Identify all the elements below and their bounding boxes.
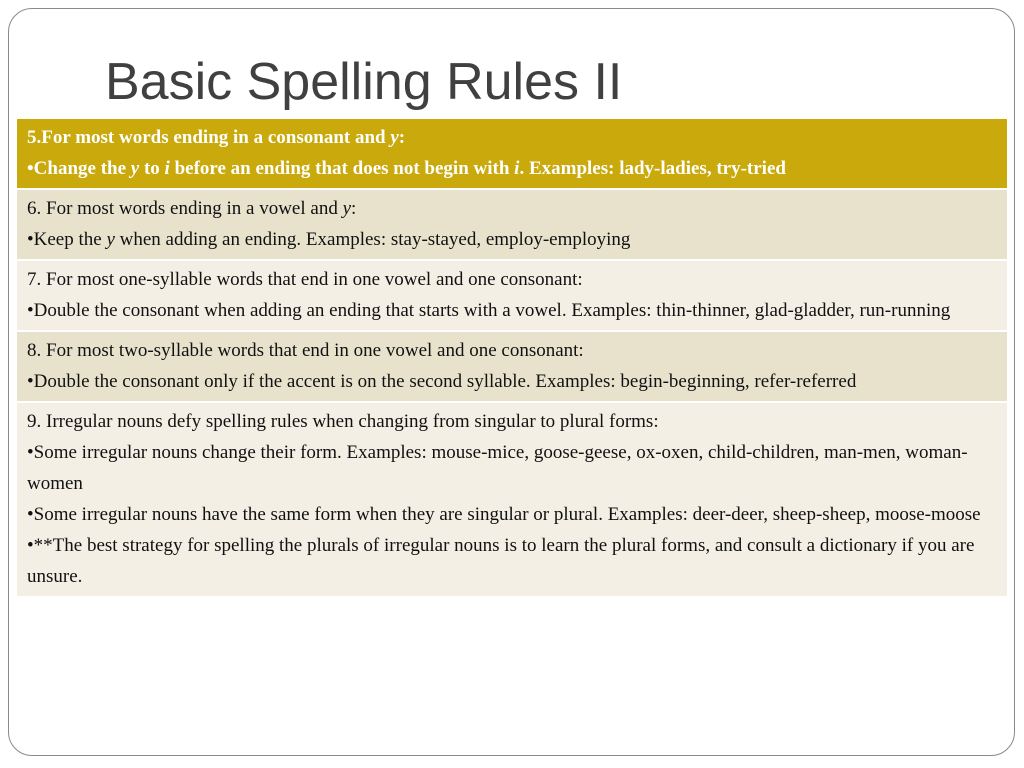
rule-row-7 [17,260,1007,331]
rule-row-5 [17,119,1007,189]
rule-cell [17,119,1007,189]
rule-bullet: •Change the y to i before an ending that does not begin with i. Examples: lady-ladies, try-tried [27,158,786,179]
rule-cell [17,331,1007,402]
rule-bullet: •Some irregular nouns change their form. Examples: mouse-mice, goose-geese, ox-oxen, child-children, man-men, woman-women [27,442,968,494]
rule-bullet: •Double the consonant only if the accent is on the second syllable. Examples: begin-beginning, refer-referred [27,371,857,392]
rule-cell [17,189,1007,260]
rules-table [17,119,1007,598]
rule-bullet: •Keep the y when adding an ending. Examples: stay-stayed, employ-employing [27,229,631,250]
rule-heading: 5.For most words ending in a consonant and y: [27,127,406,148]
rule-heading: 9. Irregular nouns defy spelling rules when changing from singular to plural forms: [27,411,659,432]
slide-title: Basic Spelling Rules II [105,53,623,111]
rule-cell [17,402,1007,597]
rule-bullet: •Some irregular nouns have the same form when they are singular or plural. Examples: deer-deer, sheep-sheep, moose-moose [27,504,981,525]
rule-row-9 [17,402,1007,597]
rule-bullet: •**The best strategy for spelling the plurals of irregular nouns is to learn the plural forms, and consult a dictionary if you are unsure. [27,535,975,587]
rule-heading: 7. For most one-syllable words that end in one vowel and one consonant: [27,269,583,290]
rule-bullet: •Double the consonant when adding an ending that starts with a vowel. Examples: thin-thinner, glad-gladder, run-running [27,300,951,321]
rule-row-6 [17,189,1007,260]
rule-heading: 8. For most two-syllable words that end in one vowel and one consonant: [27,340,584,361]
rule-row-8 [17,331,1007,402]
rule-cell [17,260,1007,331]
rule-heading: 6. For most words ending in a vowel and y: [27,198,357,219]
